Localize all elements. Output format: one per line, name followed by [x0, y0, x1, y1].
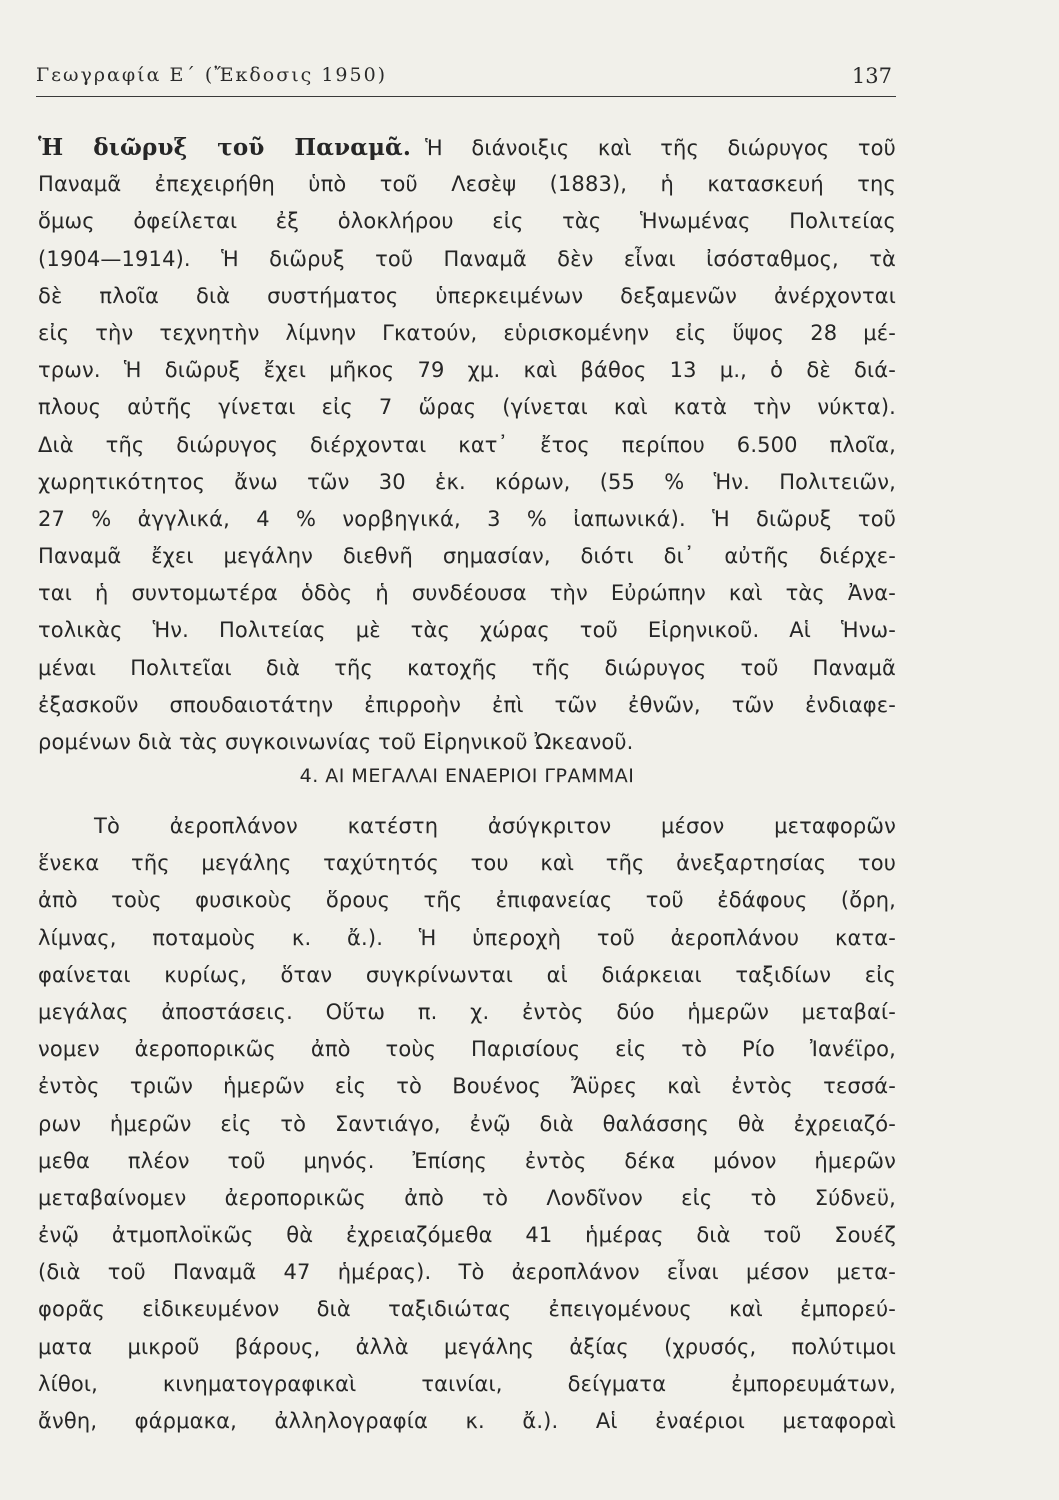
paragraph-line: ται ἡ συντομωτέρα ὁδὸς ἡ συνδέουσα τὴν Εὐρώπην καὶ τὰς Ἀνα-: [38, 581, 896, 606]
paragraph-line: τολικὰς Ἡν. Πολιτείας μὲ τὰς χώρας τοῦ Εἰρηνικοῦ. Αἱ Ἡνω-: [38, 618, 896, 643]
paragraph-line: χωρητικότητος ἄνω τῶν 30 ἑκ. κόρων, (55 % Ἡν. Πολιτειῶν,: [38, 469, 896, 494]
paragraph-line: ἐνῷ ἀτμοπλοϊκῶς θὰ ἐχρειαζόμεθα 41 ἡμέρας διὰ τοῦ Σουέζ: [38, 1223, 896, 1248]
paragraph-line: (διὰ τοῦ Παναμᾶ 47 ἡμέρας). Τὸ ἀεροπλάνον εἶναι μέσον μετα-: [38, 1260, 896, 1285]
paragraph-line: [38, 129, 896, 166]
page-number: 137: [851, 64, 892, 88]
running-header: [36, 62, 896, 97]
paragraph-line: ρων ἡμερῶν εἰς τὸ Σαντιάγο, ἐνῷ διὰ θαλάσσης θὰ ἐχρειαζό-: [38, 1111, 896, 1136]
paragraph-line-text: Ἡ διάνοιξις καὶ τῆς διώρυγος τοῦ: [425, 136, 896, 160]
paragraph-line: ἄνθη, φάρμακα, ἀλληλογραφία κ. ἄ.). Αἱ ἐναέριοι μεταφοραὶ: [38, 1409, 896, 1433]
paragraph-line: ἐντὸς τριῶν ἡμερῶν εἰς τὸ Βουένος Ἄϋρες καὶ ἐντὸς τεσσά-: [38, 1074, 896, 1099]
paragraph-line: φαίνεται κυρίως, ὅταν συγκρίνωνται αἱ διάρκειαι ταξιδίων εἰς: [38, 962, 896, 987]
paragraph-line: ὅμως ὀφείλεται ἐξ ὁλοκλήρου εἰς τὰς Ἡνωμένας Πολιτείας: [38, 209, 896, 234]
paragraph-line: λίμνας, ποταμοὺς κ. ἄ.). Ἡ ὑπεροχὴ τοῦ ἀεροπλάνου κατα-: [38, 925, 896, 950]
paragraph-line: μεθα πλέον τοῦ μηνός. Ἐπίσης ἐντὸς δέκα μόνον ἡμερῶν: [38, 1148, 896, 1173]
section-heading: 4. ΑΙ ΜΕΓΑΛΑΙ ΕΝΑΕΡΙΟΙ ΓΡΑΜΜΑΙ: [299, 765, 635, 787]
paragraph-line: Παναμᾶ ἐπεχειρήθη ὑπὸ τοῦ Λεσὲψ (1883), ἡ κατασκευή της: [38, 172, 896, 197]
paragraph-line: εἰς τὴν τεχνητὴν λίμνην Γκατούν, εὑρισκομένην εἰς ὕψος 28 μέ-: [38, 320, 896, 345]
paragraph-line: 27 % ἀγγλικά, 4 % νορβηγικά, 3 % ἰαπωνικά). Ἡ διῶρυξ τοῦ: [38, 506, 896, 531]
paragraph-line: (1904—1914). Ἡ διῶρυξ τοῦ Παναμᾶ δὲν εἶναι ἰσόσταθμος, τὰ: [38, 246, 896, 271]
paragraph-line: Παναμᾶ ἔχει μεγάλην διεθνῆ σημασίαν, διότι δι᾽ αὐτῆς διέρχε-: [38, 544, 896, 569]
paragraph-line: ἀπὸ τοὺς φυσικοὺς ὅρους τῆς ἐπιφανείας τοῦ ἐδάφους (ὄρη,: [38, 888, 896, 913]
paragraph-line: μέναι Πολιτεῖαι διὰ τῆς κατοχῆς τῆς διώρυγος τοῦ Παναμᾶ: [38, 655, 896, 680]
panama-canal-paragraph: [38, 129, 896, 761]
paragraph-line: ἐξασκοῦν σπουδαιοτάτην ἐπιρροὴν ἐπὶ τῶν ἐθνῶν, τῶν ἐνδιαφε-: [38, 692, 896, 717]
paragraph-line: τρων. Ἡ διῶρυξ ἔχει μῆκος 79 χμ. καὶ βάθος 13 μ., ὁ δὲ διά-: [38, 358, 896, 383]
paragraph-lead-heading: Ἡ διῶρυξ τοῦ Παναμᾶ.: [38, 134, 412, 161]
paragraph-line: λίθοι, κινηματογραφικαὶ ταινίαι, δείγματα ἐμπορευμάτων,: [38, 1371, 896, 1396]
running-header-title: Γεωγραφία Ε΄ (Ἔκδοσις 1950): [36, 64, 388, 86]
paragraph-line: μεγάλας ἀποστάσεις. Οὕτω π. χ. ἐντὸς δύο ἡμερῶν μεταβαί-: [38, 999, 896, 1024]
paragraph-line: ἕνεκα τῆς μεγάλης ταχύτητός του καὶ τῆς ἀνεξαρτησίας του: [38, 851, 896, 876]
paragraph-line: ρομένων διὰ τὰς συγκοινωνίας τοῦ Εἰρηνικοῦ Ὠκεανοῦ.: [38, 730, 634, 754]
paragraph-line: δὲ πλοῖα διὰ συστήματος ὑπερκειμένων δεξαμενῶν ἀνέρχονται: [38, 283, 896, 308]
paragraph-line: ματα μικροῦ βάρους, ἀλλὰ μεγάλης ἀξίας (χρυσός, πολύτιμοι: [38, 1334, 896, 1359]
paragraph-line: νομεν ἀεροπορικῶς ἀπὸ τοὺς Παρισίους εἰς τὸ Ρίο Ἰανέϊρο,: [38, 1037, 896, 1062]
paragraph-line: Διὰ τῆς διώρυγος διέρχονται κατ᾽ ἔτος περίπου 6.500 πλοῖα,: [38, 432, 896, 457]
paragraph-line: Τὸ ἀεροπλάνον κατέστη ἀσύγκριτον μέσον μεταφορῶν: [94, 814, 896, 838]
air-routes-paragraph: [38, 808, 896, 1440]
paragraph-line: φορᾶς εἰδικευμένον διὰ ταξιδιώτας ἐπειγομένους καὶ ἐμπορεύ-: [38, 1297, 896, 1322]
paragraph-line: μεταβαίνομεν ἀεροπορικῶς ἀπὸ τὸ Λονδῖνον εἰς τὸ Σύδνεϋ,: [38, 1185, 896, 1210]
paragraph-line: πλους αὐτῆς γίνεται εἰς 7 ὥρας (γίνεται καὶ κατὰ τὴν νύκτα).: [38, 395, 896, 420]
